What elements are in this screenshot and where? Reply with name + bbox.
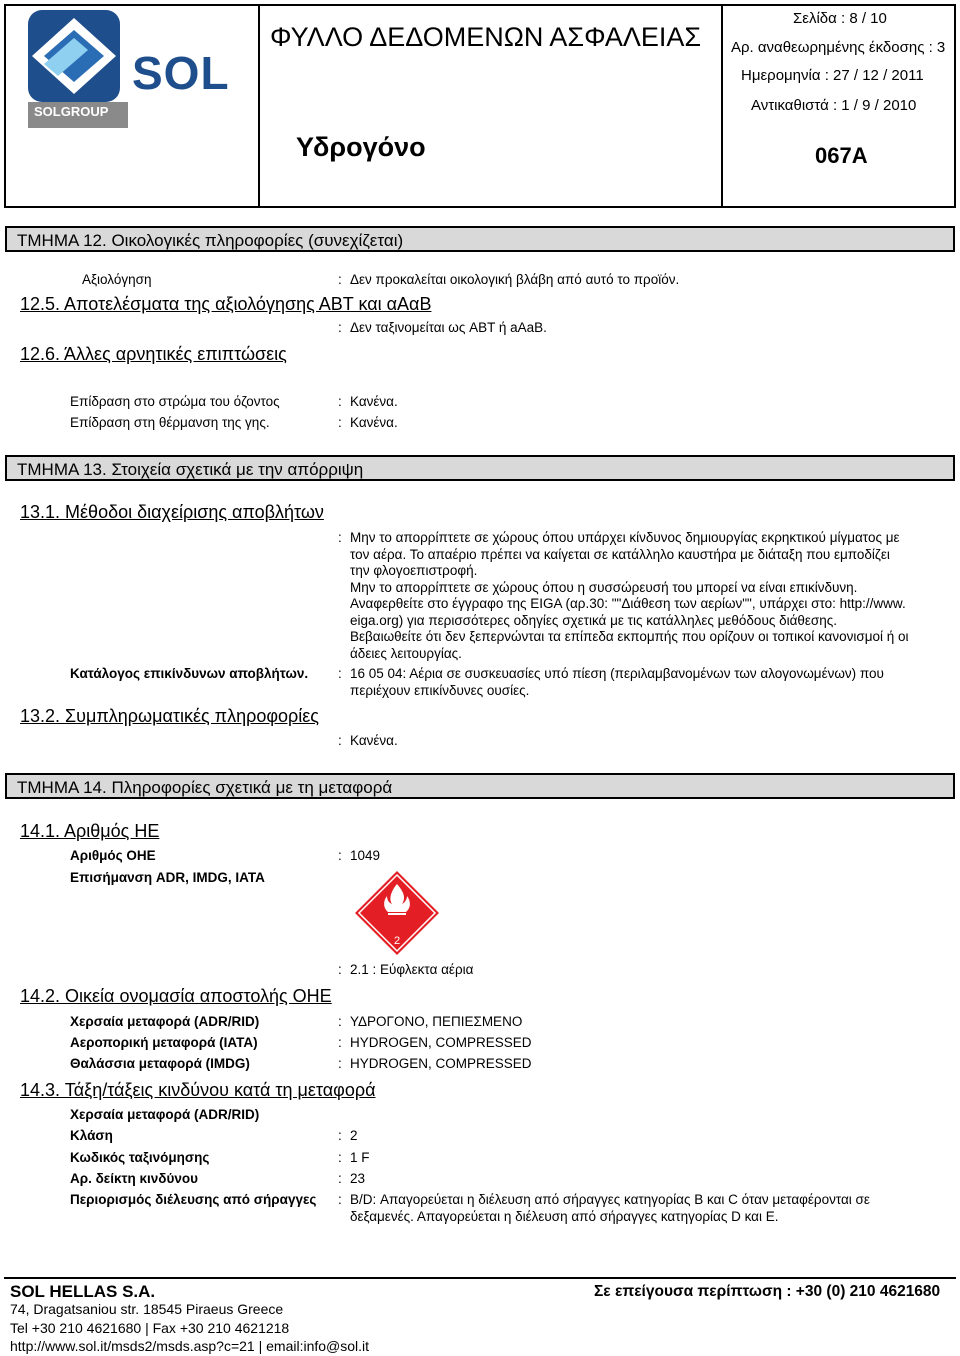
tunnel-restriction-label: Περιορισμός διέλευσης από σήραγγες [70,1192,317,1207]
land-transport-value: ΥΔΡΟΓΟΝΟ, ΠΕΠΙΕΣΜΕΝΟ [350,1014,523,1029]
un-number-heading: 14.1. Αριθμός ΗΕ [20,821,160,841]
waste-methods-heading: 13.1. Μέθοδοι διαχείρισης αποβλήτων [20,502,324,522]
colon: : [338,1128,342,1143]
class-land-transport-label: Χερσαία μεταφορά (ADR/RID) [70,1107,260,1122]
adr-label: Επισήμανση ADR, IMDG, IATA [70,870,265,885]
ozone-value: Κανένα. [350,394,398,409]
text-line: Μην το απορρίπτετε σε χώρους όπου υπάρχει κίνδυνος δημιουργίας εκρηκτικού μίγματος με [350,530,900,545]
pbt-value: Δεν ταξινομείται ως ABT ή aAaB. [350,320,547,335]
footer-phones: Tel +30 210 4621680 | Fax +30 210 4621218 [10,1320,290,1336]
warming-value: Κανένα. [350,415,398,430]
logo-sol-text: SOL [132,47,230,99]
un-number-label: Αριθμός ΟΗΕ [70,848,156,863]
colon: : [338,1150,342,1165]
text-line: τον αέρα. Το απαέριο πρέπει να καίγεται σε κατάλληλο καυστήρα με διάταξη που εμποδίζει [350,546,890,562]
tunnel-restriction-text [350,1192,950,1225]
colon: : [338,320,342,335]
waste-methods-text [350,530,950,662]
text-line: δεξαμενές. Απαγορεύεται η διέλευση από σήραγγες κατηγορίας D και E. [350,1208,779,1224]
text-line: άδειες λειτουργίας. [350,645,462,661]
text-line: την φλογοεπιστροφή. [350,563,478,578]
text-line: Βεβαιωθείτε ότι δεν ξεπερνώνται τα επίπεδα εκπομπής που ορίζουν οι τοπικοί κανονισμοί ή οι [350,629,909,644]
colon: : [338,1035,342,1050]
assessment-label: Αξιολόγηση [82,272,152,287]
pbt-heading: 12.5. Αποτελέσματα της αξιολόγησης ΑΒΤ και αΑαΒ [20,294,432,314]
text-line: 16 05 04: Αέρια σε συσκευασίες υπό πίεση (περιλαμβανομένων των αλογονωμένων) που [350,666,884,681]
revision-number: Αρ. αναθεωρημένης έκδοσης : 3 [731,39,946,56]
text-line: eiga.org) για περισσότερες οδηγίες σχετικά με τις κατάλληλες μεθόδους διάθεσης. [350,612,838,628]
colon: : [338,394,342,409]
assessment-value: Δεν προκαλείται οικολογική βλάβη από αυτό το προϊόν. [350,272,680,287]
logo-solgroup-text: SOLGROUP [34,104,109,119]
text-line: Αναφερθείτε στο έγγραφο της EIGA (αρ.30: ""Διάθεση των αερίων"", υπάρχει στο: http://www. [350,596,906,611]
air-transport-value: HYDROGEN, COMPRESSED [350,1035,532,1050]
shipping-name-heading: 14.2. Οικεία ονομασία αποστολής ΟΗΕ [20,986,332,1006]
page-number: Σελίδα : 8 / 10 [793,10,887,27]
colon: : [338,848,342,863]
supplementary-info-heading: 13.2. Συμπληρωματικές πληροφορίες [20,706,319,726]
classification-code-value: 1 F [350,1150,370,1165]
sea-transport-label: Θαλάσσια μεταφορά (IMDG) [70,1056,250,1071]
hazardous-waste-list-label: Κατάλογος επικίνδυνων αποβλήτων. [70,666,309,681]
hazard-class-heading: 14.3. Τάξη/τάξεις κινδύνου κατά τη μεταφορά [20,1080,376,1100]
warming-label: Επίδραση στη θέρμανση της γης. [70,415,270,430]
section-12-heading: ΤΜΗΜΑ 12. Οικολογικές πληροφορίες (συνεχίζεται) [5,226,955,252]
colon: : [338,1171,342,1186]
class-value: 2 [350,1128,358,1143]
header-meta-cell [721,4,956,208]
colon: : [338,1192,342,1207]
ozone-label: Επίδραση στο στρώμα του όζοντος [70,394,280,409]
diamond-class-number: 2 [393,935,401,947]
class-label: Κλάση [70,1128,113,1143]
document-title: ΦΥΛΛΟ ΔΕΔΟΜΕΝΩΝ ΑΣΦΑΛΕΙΑΣ [270,22,702,52]
adr-value: 2.1 : Εύφλεκτα αέρια [350,962,474,977]
footer-divider [4,1277,956,1279]
other-effects-heading: 12.6. Άλλες αρνητικές επιπτώσεις [20,344,287,364]
supplementary-info-value: Κανένα. [350,733,398,748]
revision-date: Ημερομηνία : 27 / 12 / 2011 [741,67,924,84]
hazard-number-label: Αρ. δείκτη κινδύνου [70,1171,198,1186]
hazardous-waste-list-text [350,666,950,699]
colon: : [338,530,342,545]
un-number-value: 1049 [350,848,381,863]
colon: : [338,1014,342,1029]
product-name: Υδρογόνο [296,132,426,162]
footer-links[interactable]: http://www.sol.it/msds2/msds.asp?c=21 | email:info@sol.it [10,1338,370,1354]
text-line: περιέχουν επικίνδυνες ουσίες. [350,682,530,698]
classification-code-label: Κωδικός ταξινόμησης [70,1150,210,1165]
section-13-heading: ΤΜΗΜΑ 13. Στοιχεία σχετικά με την απόρριψη [5,455,955,481]
text-line: B/D: Απαγορεύεται η διέλευση από σήραγγες κατηγορίας B και C όταν μεταφέρονται σε [350,1192,870,1207]
header-title-cell [258,4,723,208]
land-transport-label: Χερσαία μεταφορά (ADR/RID) [70,1014,260,1029]
flammable-gas-diamond-icon [354,870,440,956]
colon: : [338,962,342,977]
header-logo-cell [4,4,260,208]
colon: : [338,1056,342,1071]
text-line: Μην το απορρίπτετε σε χώρους όπου η συσσώρευσή του μπορεί να είναι επικίνδυνη. [350,579,858,595]
hazard-number-value: 23 [350,1171,366,1186]
colon: : [338,733,342,748]
colon: : [338,415,342,430]
document-code: 067A [815,143,868,168]
air-transport-label: Αεροπορική μεταφορά (IATA) [70,1035,258,1050]
colon: : [338,666,342,681]
sea-transport-value: HYDROGEN, COMPRESSED [350,1056,532,1071]
supersedes-date: Αντικαθιστά : 1 / 9 / 2010 [751,97,917,114]
section-14-heading: ΤΜΗΜΑ 14. Πληροφορίες σχετικά με τη μεταφορά [5,773,955,799]
footer-emergency: Σε επείγουσα περίπτωση : +30 (0) 210 4621680 [594,1283,941,1300]
colon: : [338,272,342,287]
footer-company: SOL HELLAS S.A. [10,1282,156,1301]
footer-address: 74, Dragatsaniou str. 18545 Piraeus Greece [10,1301,284,1317]
